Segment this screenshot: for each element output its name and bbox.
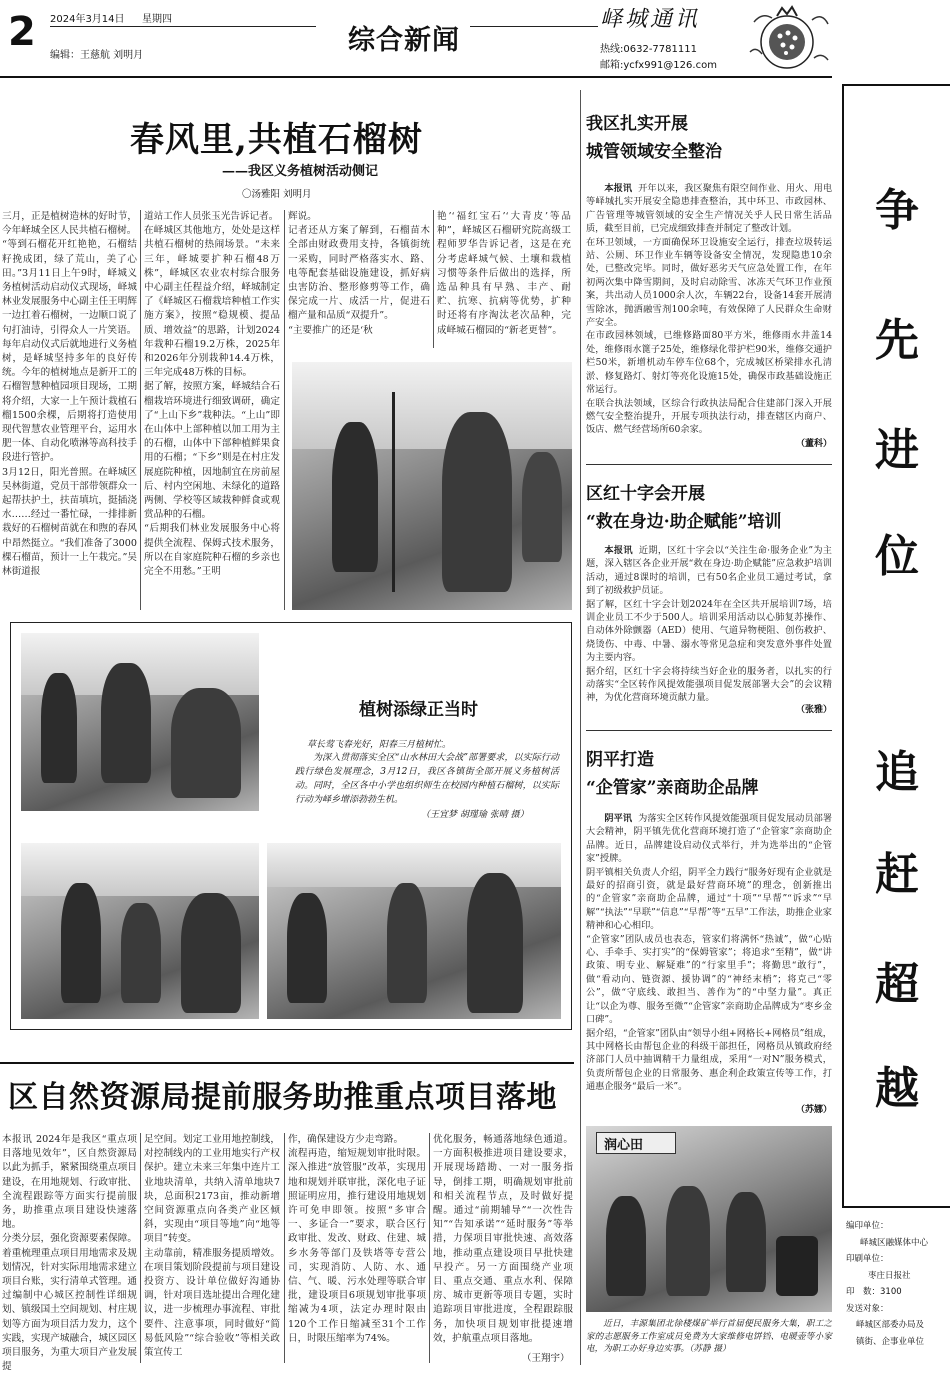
right-article-3-author: （苏娜） [796,1105,833,1115]
lead-article-col4: 艳’‘福红宝石’‘大青皮’等品种”，峄城区石榴研究院高级工程师罗华告诉记者，这是在充分考虑峄城气候、土壤和栽植习惯等条件后做出的选择，所选品种具有早熟、丰产、耐贮、抗寒、抗病等优势，扩种时还将有序淘汰老次品种，完成峄城石榴园的“新老更替”。 [437,211,571,336]
bottom-article-rule [0,1062,574,1064]
right-article-2 [586,480,832,536]
right-article-1-title1: 我区扎实开展 [586,114,688,134]
lead-article-subtitle: ——我区义务植树活动侧记 [222,164,379,179]
bottom-article-title: 区自然资源局提前服务助推重点项目落地 [8,1080,557,1115]
col-divider [429,1133,430,1363]
colophon-row [846,1301,950,1318]
masthead-rule-right [470,26,598,27]
slogan-char: 赶 [875,849,919,900]
colophon-value: 镇街、企事业单位 [856,1336,925,1347]
slogan-char: 先 [875,315,919,366]
right-article-1-author: （董科） [796,439,833,449]
hotline: 热线:0632-7781111 [600,44,697,55]
colophon-label: 编印单位： [846,1221,889,1231]
slogan-char: 位 [875,531,919,582]
right-col-divider [580,90,581,1365]
mine-service-caption-text: 近日，丰源集团北徐楼煤矿举行首届便民服务大集，职工之家的志愿服务工作室成员免费为大家维修电饼铛、电暖壶等小家电，为职工办好身边实事。 [586,1319,832,1354]
colophon-label: 印刷单位： [846,1254,889,1264]
issue-date: 2024年3月14日 [50,14,125,25]
photo-story-text: 为深入贯彻落实全区“山水林田大会战”部署要求，以实际行动践行绿色发展理念，3月12日，我区各镇街全部开展义务植树活动。同时，全区各中小学也组织师生在校园内种植石榴树，以实际行动为峄乡增添勃勃生机。 [295,753,559,805]
col-divider [140,1133,141,1363]
article-separator [586,464,832,465]
right-article-2-body [586,544,832,714]
bottom-article-col3: 作，确保建设方少走弯路。 流程再造，缩短规划审批时限。深入推进“放管服”改革，实现用地和规划并联审批，深化电子证照证明应用，推行建设用地规划许可免申即领。按照“多审合一、多证合一”要求，联合区行政审批、发改、财政、住建、城乡水务等部门及铁塔等专营公司，实现消防、人防、水、通信、气、暖、污水处理等联合审批，建设项目6项规划审批事项缩减为4项，法定办理时限由120个工作日缩减至31个工作日，时限压缩率为74%。 [288,1134,426,1344]
mine-service-caption [586,1318,832,1356]
slogan-char: 超 [875,959,919,1010]
right-article-1-lead: 本报讯 [604,183,633,194]
page-number: 2 [8,9,36,55]
photo-story-photo-3 [267,843,561,1019]
colophon-value: 3100 [880,1287,902,1297]
slogan-char: 进 [875,425,919,476]
masthead-rule [50,26,316,27]
photo-story-photo-1 [21,633,259,811]
colophon-value: 枣庄日报社 [868,1270,911,1281]
col-divider [284,210,285,610]
colophon-row [846,1317,950,1334]
paper-name: 峄城通讯 [600,7,701,32]
right-article-3-body [586,812,832,1116]
slogan-box [842,84,950,1208]
lead-article-col3: 辉说。 记者还从方案了解到，石榴苗木全部由财政费用支持，各镇街统一采购，同时严格落实水、路、电等配套基础设施建设，抓好病虫害防治、整形修剪等工作，确保完成一片、成活一片，促进石榴产量和品质“双提升”。 “主要推广的还是‘秋 [288,211,430,336]
colophon-row [846,1235,950,1252]
right-article-2-text: 近期，区红十字会以“关注生命·服务企业”为主题，深入辖区各企业开展“救在身边·助企赋能”应急救护培训活动，通过8课时的培训，已有50名企业员工通过考试，拿到了初级救护员证。 据了解，区红十字会计划2024年在全区共开展培训7场，培训企业员工不少于500人。培训采用活动以心肺复苏操作、自动体外除颤器（AED）使用、气道异物梗阻、创伤救护、烧烫伤、中毒、中暑、溺水等常见急症和突发意外事件处置为主要内容。 据介绍，区红十字会将持续当好企业的服务者，以扎实的行动落实“全区转作风提效能强项目促发展部署大会”的会议精神，为优化营商环境贡献力量。 [586,545,832,704]
lead-article-byline: 〇汤雅阳 刘明月 [242,189,312,200]
bottom-article-col4: 优化服务，畅通落地绿色通道。一方面积极推进项目建设要求，开展现场踏勘、一对一服务指导，倒排工期，明确规划审批前和相关流程节点，及时做好提醒。通过“前期辅导”“一次性告知”“告知承诺”“延时服务”等举措，力保项目审批快速、高效落地，推动重点建设项目早批快建早投产。另一方面围绕产业项目、重点交通、重点水利、保障房、城市更新等项目专题，实时追踪项目审批进度，全程跟踪服务，加快项目规划审批提速增效，护航重点项目落地。 [433,1134,573,1344]
issue-weekday: 星期四 [142,14,172,25]
mine-service-credit: （苏静 摄） [689,1344,731,1354]
photo-story-verse: 草长莺飞春光好，阳春三月植树忙。 [307,740,452,750]
masthead-bottom-rule [0,76,832,78]
slogan-char: 争 [875,185,919,236]
right-article-3-title2: “企管家”亲商助企品牌 [586,778,759,798]
section-title: 综合新闻 [348,25,460,56]
right-article-1-title2: 城管领域安全整治 [586,142,722,162]
photo-sign-text: 润心田 [604,1138,644,1153]
col-divider [433,210,434,348]
right-article-3 [586,746,832,802]
photo-story-title: 植树添绿正当时 [359,700,478,720]
colophon [846,1218,950,1350]
colophon-label: 发送对象： [846,1303,889,1314]
photo-story-photo-2 [21,843,259,1019]
photo-story-box [10,622,572,1030]
right-article-2-author: （张雅） [796,705,833,715]
right-article-2-title2: “救在身边·助企赋能”培训 [586,512,782,532]
masthead [0,0,950,78]
right-article-3-text: 为落实全区转作风提效能强项目促发展动员部署大会精神，阴平镇先优化营商环境打造了“企管家”亲商助企品牌。近日，品牌建设启动仪式举行，并为选举出的“企管家”授牌。 阴平镇相关负责人介绍，阴平全力践行“服务好现有企业就是最好的招商引资，就是最好营商环境”的理念，创新推出的“企管家”亲商助企品牌，通过“十项”“早帮”“诉求”“早解”“执法”“早联”“信息”“早帮”等“五早”工作法，助推企业家精神和心心相印。 “企管家”团队成员也表态，管家们将满怀“热诚”，做“心贴心、手牵手、实打实”的“保姆管家”；将追求“至精”，做“讲政策、明专业、解疑难”的“行家里手”；将勤思“敢行”，做“看动向、链资源、援协调”的“神经末梢”；将克己“零公”，做“守底线、敢担当、善作为”的“中坚力量”。真正让“以企为尊、服务至微”“企管家”亲商助企品牌成为“枣乡金口碑”。 据介绍，“企管家”团队由“领导小组+网格长+网格员”组成，其中网格长由帮包企业的科级干部担任，网格员从镇政府经济部门人员中抽调精干力量组成，采用“一对N”服务模式，负责所帮包企业的日常服务、惠企利企政策宣传等工作，打通惠企服务“最后一米”。 [586,813,833,1093]
colophon-row [846,1218,950,1235]
editors: 编辑：王慈航 刘明月 [50,50,144,61]
lead-article-title: 春风里,共植石榴树 [130,120,423,160]
right-article-2-title1: 区红十字会开展 [586,484,705,504]
col-divider [140,210,141,610]
article-separator [586,730,832,731]
right-article-1-body [586,182,832,450]
right-article-3-lead: 阴平讯 [604,813,633,824]
pomegranate-logo-icon [742,2,832,74]
lead-article-col2: 道站工作人员张玉光告诉记者。 在峄城区其他地方，处处是这样共植石榴树的热闹场景。“未来三年，峄城要扩种石榴48万株”，峄城区农业农村综合服务中心副主任程益介绍，峄城制定了《峄城区石榴栽培种植工作实施方案》，按照“稳规模、提品质、增效益”的思路，计划2024年栽种石榴19.2万株，2025年和2026年分别栽种14.4万株，三年完成48万株的目标。 据了解，按照方案，峄城结合石榴栽培环境进行细致调研，确定了“上山下乡”栽种法。“上山”即在山体中上部种植以加工用为主的石榴，山体中下部种植鲜果食用的石榴；“下乡”则是在村庄发展庭院种植，因地制宜在房前屋后、村内空闲地、未绿化的道路两侧、学校等区域栽种鲜食或观赏品种的石榴。 “后期我们林业发展服务中心将提供全流程、保姆式技术服务，所以在自家庭院种石榴的乡亲也完全不用愁。”王明 [144,211,280,578]
col-divider [284,1133,285,1363]
photo-story-credit: （王宜梦 胡瑾瑜 张晴 摄） [421,810,529,820]
email: 邮箱:ycfx991@126.com [600,60,717,71]
slogan-char: 追 [875,747,919,798]
bottom-article-col2: 足空间。划定工业用地控制线，对控制线内的工业用地实行产权保护。建立未来三年集中连片工业地块清单，共纳入清单地块7块，总面积2173亩，推动新增空间资源重点向各类产业区倾斜，实现由“项目等地”向“地等项目”转变。 主动靠前，精准服务提质增效。在项目策划阶段提前与项目建设投资方、设计单位做好沟通协调，针对项目选址提出合理化建议，进一步梳理办事流程、审批要件、注意事项，同时做好“简易低风险”“综合验收”等相关政策宣传工 [144,1134,280,1359]
colophon-row [846,1334,950,1351]
right-article-1-text: 开年以来，我区聚焦有限空间作业、用火、用电等峄城扎实开展安全隐患排查整治，其中环卫、市政园林、广告管理等城管领域的安全生产情况关乎人民日常生活品质，截至目前，已完成细致排查并制定了整改计划。 在环卫领域，一方面确保环卫设施安全运行，排查垃圾转运站、公厕、环卫作业车辆等设备安全情况，发现隐患10余处，已整改完毕。同时，做好恶劣天气应急处置工作，在年初两次集中降雪期间，及时启动除雪、冰冻天气环卫作业预案，共出动人员1000余人次，车辆22台，设备14套开展清雪除冰，抛洒融雪剂100余吨，有效保障了人民群众生命财产安全。 在市政园林领域，已维修路面80平方米，维修雨水井盖14处，维修雨水篦子25处，维修绿化带护栏90米，维修交通护栏50米，新增机动车停车位68个，完成城区桥梁排水孔清淤、修复路灯、射灯等亮化设施15处，确保市政基础设施正常运行。 在联合执法领域，区综合行政执法局配合住建部门深入开展燃气安全整治提升，开展专项执法行动，排查辖区内商户、饭店、燃气经营场所60余家。 [586,183,833,436]
slogan-char: 越 [875,1063,919,1114]
lead-article-photo [292,362,572,610]
colophon-value: 峄城区融媒体中心 [860,1237,929,1248]
mine-service-photo [586,1126,832,1312]
right-article-2-lead: 本报讯 [604,545,633,556]
colophon-row [846,1268,950,1285]
colophon-row [846,1284,950,1301]
colophon-row [846,1251,950,1268]
bottom-article-col1: 本报讯 2024年是我区“重点项目落地见效年”，区自然资源局以此为抓手，紧紧围绕重点项目建设，在用地规划、行政审批、全流程跟踪等方面实行提前服务，助推重点项目建设快速落地。 分类分层，强化资源要素保障。着重梳理重点项目用地需求及规划情况，针对实际用地需求建立项目台账，实行清单式管理。通过编制中心城区控制性详细规划、镇级国土空间规划、村庄规划等方面为项目活力发力，这个实践，实现产城融合，城区园区项目服务，为重大项目产业发展提 [2,1134,137,1373]
right-article-3-title1: 阴平打造 [586,750,654,770]
colophon-value: 峄城区部委办局及 [856,1320,925,1330]
colophon-label: 印 数： [846,1287,881,1297]
lead-article-col1: 三月，正是植树造林的好时节，今年峄城全区人民共植石榴树。 “等到石榴花开红艳艳，石榴结籽挽成团，绿了荒山，美了心田。”3月11日上午9时，峄城义务植树活动启动仪式现场，峄城林业发展服务中心副主任王明辉一边扛着石榴树，一边顺口说了句打油诗，引得众人一片笑语。 每年启动仪式后就地进行义务植树，是峄城坚持多年的良好传统。今年的植树地点是新开工的石榴智慧种植园项目现场，工期将介绍，大家一上午预计栽植石榴1500余棵，后期将打造使用现代智慧农业管理平台，运用水肥一体、自动化喷淋等高科技手段进行管护。 3月12日，阳光普照。在峄城区吴林街道，党员干部带领群众一起帮扶护土，扶苗填坑，挺插浇水……经过一番忙碌，一排排新栽好的石榴树苗就在和煦的春风中昂然挺立。“我们准备了3000棵石榴苗，预计一上午栽完。”吴林街道报 [2,211,137,578]
right-article-1 [586,110,832,166]
bottom-article-author: （王翔宇） [522,1353,570,1364]
